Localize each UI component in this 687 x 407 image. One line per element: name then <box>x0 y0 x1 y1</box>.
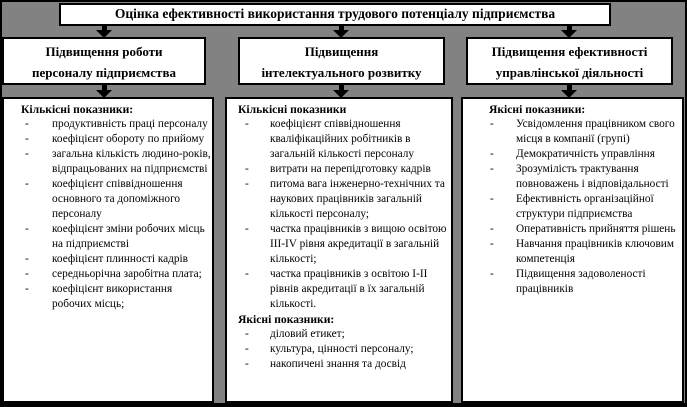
list-item-text: Демократичність управління <box>516 148 655 160</box>
branch-box-intellectual-development <box>238 37 445 85</box>
section-header: Кількісні показники <box>238 103 347 116</box>
list-item <box>227 342 451 357</box>
list-bullet: - <box>25 253 29 265</box>
branch-label-line: Підвищення <box>304 44 379 59</box>
down-arrow-icon <box>561 85 577 97</box>
list-item <box>4 177 212 222</box>
list-item <box>227 357 451 372</box>
list-item <box>463 117 682 147</box>
section-header: Кількісні показники: <box>21 103 134 116</box>
list-item-text: середньорічна заробітна плата; <box>52 268 202 280</box>
list-item-text: діловий етикет; <box>270 328 345 340</box>
section-header: Якісні показники: <box>489 103 586 116</box>
list-item <box>4 117 212 132</box>
branch-label-line: персоналу підприємства <box>32 65 176 80</box>
list-bullet: - <box>25 133 29 145</box>
list-item-text: Оперативність прийняття рішень <box>516 223 676 235</box>
list-item-text: культура, цінності персоналу; <box>270 343 414 355</box>
list-bullet: - <box>25 223 29 235</box>
list-item <box>227 162 451 177</box>
list-bullet: - <box>245 223 249 235</box>
branch-label-line: Підвищення роботи <box>45 44 163 59</box>
list-item-text: накопичені знання та досвід <box>270 358 406 370</box>
list-item <box>463 192 682 222</box>
list-item <box>4 222 212 252</box>
list-item-text: витрати на перепідготовку кадрів <box>270 163 431 175</box>
list-bullet: - <box>490 163 494 175</box>
down-arrow-icon <box>333 25 349 37</box>
list-item <box>227 117 451 162</box>
branch-label-line: Підвищення ефективності <box>491 44 648 59</box>
down-arrow-icon <box>561 25 577 37</box>
list-item-text: коефіцієнт плинності кадрів <box>52 253 189 265</box>
down-arrow-icon <box>96 25 112 37</box>
list-item <box>227 327 451 342</box>
list-bullet: - <box>490 193 494 205</box>
list-bullet: - <box>25 118 29 130</box>
list-item-text: частка працівників з вищою освітою III-IV рівня акредитації в загальній кількості; <box>270 223 447 265</box>
list-item <box>4 282 212 312</box>
column-qualitative-indicators <box>461 97 684 403</box>
list-bullet: - <box>245 268 249 280</box>
list-bullet: - <box>25 283 29 295</box>
list-item-text: Усвідомлення працівником свого місця в компанії (групі) <box>516 118 675 145</box>
list-item <box>227 267 451 312</box>
list-item-text: продуктивність праці персоналу <box>52 118 208 130</box>
title-box <box>59 3 611 26</box>
list-bullet: - <box>25 178 29 190</box>
list-item-text: частка працівників з освітою I-II рівнів акредитації в їх загальній кількості. <box>270 268 428 310</box>
branch-label-line: інтелектуального розвитку <box>261 65 422 80</box>
list-bullet: - <box>245 178 249 190</box>
column-quantitative-qualitative-indicators <box>225 97 453 403</box>
list-item-text: коефіцієнт обороту по прийому <box>52 133 205 145</box>
list-item-text: питома вага інженерно-технічних та наукових працівників загальній кількості персоналу; <box>270 178 445 220</box>
list-item <box>463 267 682 297</box>
down-arrow-icon <box>333 85 349 97</box>
list-item-text: коефіцієнт співвідношення кваліфікаційних робітників в загальній кількості персоналу <box>270 118 415 160</box>
indicator-list <box>227 327 451 372</box>
list-item-text: коефіцієнт використання робочих місць; <box>52 283 173 310</box>
title-text: Оцінка ефективності використання трудового потенціалу підприємства <box>114 6 556 21</box>
list-item-text: Зрозумілість трактування повноважень і відповідальності <box>516 163 669 190</box>
list-bullet: - <box>245 328 249 340</box>
list-item <box>4 267 212 282</box>
down-arrow-icon <box>96 85 112 97</box>
list-item <box>463 147 682 162</box>
list-bullet: - <box>490 118 494 130</box>
list-item-text: Підвищення задоволеності працівників <box>516 268 646 295</box>
indicator-list <box>4 117 212 312</box>
list-item <box>463 237 682 267</box>
list-item <box>227 222 451 267</box>
indicator-list <box>463 117 682 297</box>
list-bullet: - <box>245 163 249 175</box>
section-header: Якісні показники: <box>238 313 335 326</box>
list-item <box>463 222 682 237</box>
list-item-text: коефіцієнт зміни робочих місць на підприємстві <box>52 223 205 250</box>
list-bullet: - <box>490 238 494 250</box>
indicator-list <box>227 117 451 312</box>
list-bullet: - <box>25 148 29 160</box>
list-item <box>227 177 451 222</box>
list-bullet: - <box>245 118 249 130</box>
column-quantitative-indicators <box>2 97 214 403</box>
list-bullet: - <box>245 343 249 355</box>
branch-label-line: управлінської діяльності <box>495 65 644 80</box>
list-item-text: коефіцієнт співвідношення основного та допоміжного персоналу <box>52 178 183 220</box>
list-item <box>4 132 212 147</box>
list-bullet: - <box>245 358 249 370</box>
list-bullet: - <box>490 223 494 235</box>
list-bullet: - <box>490 268 494 280</box>
branch-box-management-efficiency <box>466 37 673 85</box>
list-item <box>4 147 212 177</box>
list-item <box>4 252 212 267</box>
list-bullet: - <box>25 268 29 280</box>
list-bullet: - <box>490 148 494 160</box>
list-item-text: загальна кількість людино-років, відпрацьованих на підприємстві <box>52 148 211 175</box>
list-item-text: Ефективність організаційної структури підприємства <box>516 193 654 220</box>
list-item-text: Навчання працівників ключовим компетенція <box>516 238 674 265</box>
list-item <box>463 162 682 192</box>
branch-box-personnel-work <box>2 37 206 85</box>
